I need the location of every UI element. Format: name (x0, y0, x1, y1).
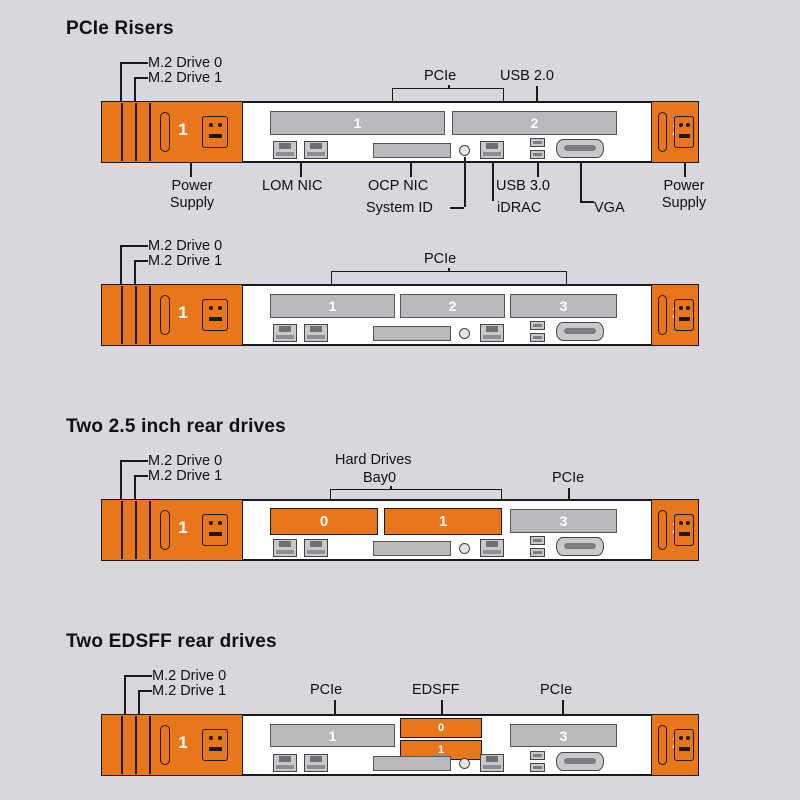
label-m2-drive-1-row3: M.2 Drive 1 (148, 468, 223, 484)
system-id-button-row3[interactable] (459, 543, 470, 554)
leader-vga-h-row1 (580, 201, 594, 203)
leader-ocp-nic-row1 (410, 163, 412, 177)
psu-left-handle-row2 (160, 295, 170, 335)
psu-right-pin-1-row4 (679, 736, 683, 740)
psu-left-pin-2-row4 (218, 736, 222, 740)
psu-left-handle-row1 (160, 112, 170, 152)
label-system-id-row1: System ID (366, 200, 433, 216)
label-lom-nic-row1: LOM NIC (262, 178, 323, 194)
pcie-slot-card-3-row4: 3 (510, 724, 617, 747)
label-pcie-right-row4: PCIe (540, 682, 573, 698)
leader-m2-1-v-row4 (138, 690, 140, 715)
leader-m2-0-v-row1 (120, 62, 122, 102)
psu-left-pin-3-row1 (209, 134, 222, 138)
section-title-pcie-risers: PCIe Risers (66, 18, 174, 39)
psu-left-handle-row4 (160, 725, 170, 765)
lom-nic-port-1-row1 (273, 141, 297, 159)
psu-left-number-row3: 1 (178, 518, 188, 537)
psu-right-pin-1-row1 (679, 123, 683, 127)
lom-nic-port-2-row3 (304, 539, 328, 557)
psu-left-pin-3-row3 (209, 532, 222, 536)
usb-30-port-row2 (530, 333, 545, 342)
m2-divider-a-row2 (121, 286, 123, 344)
psu-right-pin-3-row1 (679, 134, 690, 138)
rear-hard-drive-1-row3: 1 (384, 508, 502, 535)
bracket-pcie-stem-row1 (448, 85, 450, 89)
system-id-button-row2[interactable] (459, 328, 470, 339)
psu-left-pin-2-row3 (218, 521, 222, 525)
vga-port-row1 (556, 139, 604, 158)
label-pcie-left-row4: PCIe (310, 682, 343, 698)
m2-divider-b-row2 (135, 286, 137, 344)
label-vga-row1: VGA (594, 200, 625, 216)
bracket-pcie-stem-row2 (448, 268, 450, 272)
psu-left-number-row2: 1 (178, 303, 188, 322)
leader-m2-0-v-row3 (120, 460, 122, 500)
leader-m2-0-row2 (120, 245, 148, 247)
m2-divider-b-row3 (135, 501, 137, 559)
usb-30-port-row1 (530, 150, 545, 159)
psu-left-pin-1-row3 (209, 521, 213, 525)
leader-lom-nic-row1 (300, 163, 302, 177)
lom-nic-port-1-row2 (273, 324, 297, 342)
m2-divider-b-row4 (135, 716, 137, 774)
leader-m2-1-v-row1 (134, 77, 136, 102)
pcie-slot-card-1-row2: 1 (270, 294, 395, 318)
lom-nic-port-1-row3 (273, 539, 297, 557)
psu-left-pin-1-row4 (209, 736, 213, 740)
bracket-pcie-row2 (331, 271, 567, 285)
label-power-supply-left-row1 (150, 178, 234, 211)
label-edsff-row4: EDSFF (412, 682, 460, 698)
psu-left-pin-3-row4 (209, 747, 222, 751)
ocp-nic-card-row4 (373, 756, 451, 771)
pcie-slot-card-3-row2: 3 (510, 294, 617, 318)
label-m2-drive-0-row3: M.2 Drive 0 (148, 453, 223, 469)
label-power-supply-right-row1 (642, 178, 726, 211)
psu-right-pin-3-row4 (679, 747, 690, 751)
bracket-hard-drives-stem-row3 (390, 486, 392, 490)
section-title-two-edsff-rear-drives: Two EDSFF rear drives (66, 631, 277, 652)
ocp-nic-card-row3 (373, 541, 451, 556)
m2-divider-a-row3 (121, 501, 123, 559)
lom-nic-port-2-row4 (304, 754, 328, 772)
leader-usb30-row1 (537, 163, 539, 177)
pcie-slot-card-2-row2: 2 (400, 294, 505, 318)
label-power-supply-left-line2: Supply (169, 194, 215, 211)
leader-system-id-row1 (464, 157, 466, 207)
label-power-supply-right-line1: Power (663, 178, 705, 194)
ocp-nic-card-row2 (373, 326, 451, 341)
leader-m2-0-row1 (120, 62, 148, 64)
psu-right-socket-row2 (674, 299, 694, 331)
psu-left-number-row1: 1 (178, 120, 188, 139)
leader-psu-right-row1 (684, 163, 686, 177)
ocp-nic-card-row1 (373, 143, 451, 158)
label-hard-drives-row3: Hard Drives (335, 452, 412, 468)
psu-right-handle-row1 (658, 112, 667, 152)
system-id-button-row4[interactable] (459, 758, 470, 769)
psu-right-pin-2-row3 (686, 521, 690, 525)
edsff-bay-0-row4: 0 (400, 718, 482, 738)
leader-edsff-row4 (441, 700, 443, 714)
psu-right-handle-row4 (658, 725, 667, 765)
leader-m2-1-row3 (134, 475, 148, 477)
usb-20-port-row4 (530, 751, 545, 760)
label-usb-30-row1: USB 3.0 (496, 178, 550, 194)
m2-divider-b-row1 (135, 103, 137, 161)
system-id-button-row1[interactable] (459, 145, 470, 156)
label-m2-drive-0-row4: M.2 Drive 0 (152, 668, 227, 684)
label-bay0-row3: Bay0 (363, 470, 397, 486)
psu-left-pin-1-row1 (209, 123, 213, 127)
psu-right-pin-2-row2 (686, 306, 690, 310)
leader-m2-1-row4 (138, 690, 152, 692)
m2-divider-a-row1 (121, 103, 123, 161)
lom-nic-port-2-row1 (304, 141, 328, 159)
leader-m2-1-row1 (134, 77, 148, 79)
psu-right-socket-row4 (674, 729, 694, 761)
label-idrac-row1: iDRAC (497, 200, 542, 216)
pcie-slot-card-1-row1: 1 (270, 111, 445, 135)
leader-pcie-left-row4 (334, 700, 336, 714)
usb-20-port-row1 (530, 138, 545, 147)
vga-port-row3 (556, 537, 604, 556)
leader-m2-0-row4 (124, 675, 152, 677)
psu-left-socket-row4 (202, 729, 228, 761)
idrac-port-row1 (480, 141, 504, 159)
psu-left-pin-1-row2 (209, 306, 213, 310)
psu-left-pin-3-row2 (209, 317, 222, 321)
psu-right-pin-2-row1 (686, 123, 690, 127)
label-m2-drive-1-row1: M.2 Drive 1 (148, 70, 223, 86)
rear-hard-drive-0-row3: 0 (270, 508, 378, 535)
m2-divider-a-row4 (121, 716, 123, 774)
label-m2-drive-1-row4: M.2 Drive 1 (152, 683, 227, 699)
idrac-port-row4 (480, 754, 504, 772)
m2-divider-c-row1 (149, 103, 151, 161)
usb-20-port-row2 (530, 321, 545, 330)
label-ocp-nic-row1: OCP NIC (368, 178, 429, 194)
psu-left-pin-2-row2 (218, 306, 222, 310)
section-title-two-25-inch-rear-drives: Two 2.5 inch rear drives (66, 416, 286, 437)
leader-idrac-row1 (492, 161, 494, 201)
psu-right-handle-row3 (658, 510, 667, 550)
psu-right-socket-row1 (674, 116, 694, 148)
psu-right-pin-1-row3 (679, 521, 683, 525)
vga-port-row2 (556, 322, 604, 341)
leader-m2-0-v-row4 (124, 675, 126, 715)
usb-30-port-row4 (530, 763, 545, 772)
idrac-port-row3 (480, 539, 504, 557)
label-m2-drive-0-row2: M.2 Drive 0 (148, 238, 223, 254)
m2-divider-c-row4 (149, 716, 151, 774)
psu-left-socket-row2 (202, 299, 228, 331)
label-power-supply-right-line2: Supply (661, 194, 707, 211)
leader-pcie-right-row4 (562, 700, 564, 714)
lom-nic-port-2-row2 (304, 324, 328, 342)
pcie-slot-card-2-row1: 2 (452, 111, 617, 135)
leader-m2-1-v-row2 (134, 260, 136, 285)
psu-left-number-row4: 1 (178, 733, 188, 752)
psu-right-handle-row2 (658, 295, 667, 335)
psu-right-pin-2-row4 (686, 736, 690, 740)
label-usb-20-row1: USB 2.0 (500, 68, 554, 84)
idrac-port-row2 (480, 324, 504, 342)
label-pcie-row1: PCIe (424, 68, 457, 84)
label-pcie-row2: PCIe (424, 251, 457, 267)
label-m2-drive-0-row1: M.2 Drive 0 (148, 55, 223, 71)
leader-m2-1-row2 (134, 260, 148, 262)
psu-left-handle-row3 (160, 510, 170, 550)
leader-psu-left-row1 (190, 163, 192, 177)
psu-right-pin-3-row3 (679, 532, 690, 536)
psu-left-socket-row1 (202, 116, 228, 148)
leader-m2-1-v-row3 (134, 475, 136, 500)
edsff-bay-1-row4: 1 (400, 740, 482, 760)
label-pcie-row3: PCIe (552, 470, 585, 486)
label-power-supply-left-line1: Power (171, 178, 213, 194)
psu-left-pin-2-row1 (218, 123, 222, 127)
pcie-slot-card-1-row4: 1 (270, 724, 395, 747)
leader-m2-0-v-row2 (120, 245, 122, 285)
m2-divider-c-row3 (149, 501, 151, 559)
bracket-pcie-row1 (392, 88, 504, 102)
psu-right-pin-1-row2 (679, 306, 683, 310)
psu-left-socket-row3 (202, 514, 228, 546)
psu-right-socket-row3 (674, 514, 694, 546)
usb-20-port-row3 (530, 536, 545, 545)
leader-system-id-h-row1 (450, 207, 464, 209)
leader-m2-0-row3 (120, 460, 148, 462)
vga-port-row4 (556, 752, 604, 771)
pcie-slot-card-3-row3: 3 (510, 509, 617, 533)
lom-nic-port-1-row4 (273, 754, 297, 772)
label-m2-drive-1-row2: M.2 Drive 1 (148, 253, 223, 269)
psu-right-pin-3-row2 (679, 317, 690, 321)
leader-vga-row1 (580, 161, 582, 201)
usb-30-port-row3 (530, 548, 545, 557)
m2-divider-c-row2 (149, 286, 151, 344)
